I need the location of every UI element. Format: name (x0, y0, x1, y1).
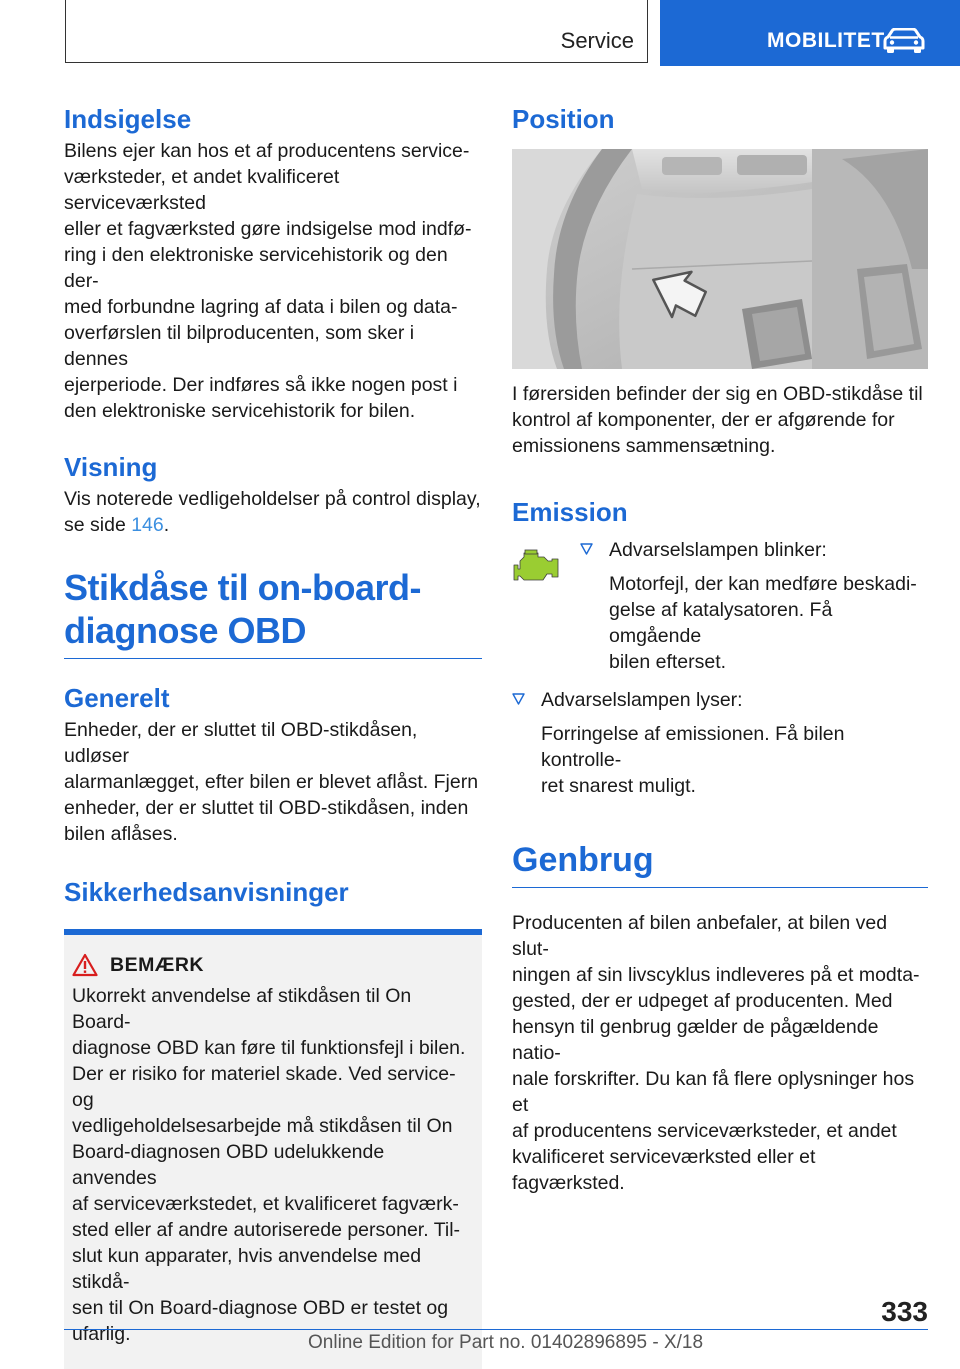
list-item: Advarselslampen blinker: Motorfejl, der kan medføre beskadi- gelse af katalysatoren. Få omgående bilen efterset. (580, 537, 928, 675)
heading-genbrug: Genbrug (512, 841, 654, 879)
notice-text: Ukorrekt anvendelse af stikdåsen til On Board- diagnose OBD kan føre til funktionsfejl i bilen. Der er risiko for materiel skade. Ved service- og vedligeholdelsesarbejde må stikdåsen til On Board-diagnosen OBD udelukkende anvendes af serviceværkstedet, et kvalificeret fagværk- sted eller af andre autoriserede personer. Til- slut kun apparater, hvis anvendelse med stikdå- sen til On Board-diagnose OBD er testet og ufarlig. (72, 985, 466, 1345)
paragraph-generelt: Enheder, der er sluttet til OBD-stikdåsen, udløser alarmanlægget, efter bilen er blevet aflåst. Fjern enheder, der er sluttet til OBD-stikdåsen, inden bilen aflåses. (64, 719, 479, 845)
heading-sikkerhed: Sikkerhedsanvisninger (64, 877, 349, 907)
genbrug-underline (512, 887, 928, 888)
emission-item-blinking (580, 535, 928, 675)
emission-item-lit: Advarselslampen lyser: Forringelse af emissionen. Få bilen kontrolle- ret snarest muligt. (512, 687, 928, 799)
heading-indsigelse: Indsigelse (64, 104, 192, 134)
heading-emission: Emission (512, 497, 628, 527)
notice-header (72, 953, 474, 977)
footer-edition: Online Edition for Part no. 01402896895 - X/18 (308, 1332, 704, 1353)
footer-rule (64, 1329, 928, 1330)
emission-block (512, 535, 928, 799)
engine-warning-icon (512, 549, 560, 585)
notice-title: BEMÆRK (110, 953, 204, 976)
header-section-title: Service (560, 28, 634, 53)
notice-box (64, 929, 482, 1369)
paragraph-position: I førersiden befinder der sig en OBD-stikdåse til kontrol af komponenter, der er afgørende for emissionens sammensætning. (512, 383, 923, 457)
heading-position: Position (512, 104, 615, 134)
title-underline (64, 658, 482, 659)
paragraph-indsigelse: Bilens ejer kan hos et af producentens service- værksteder, et andet kvalificeret serviceværksted eller et fagværksted gøre indsigelse mod indfø- ring i den elektroniske servicehistorik og den der- med forbundne lagring af data i bilen og data- overførslen til bilproducenten, som sker i dennes ejerperiode. Der indføres så ikke nogen post i den elektroniske servicehistorik for bilen. (64, 140, 472, 422)
paragraph-genbrug: Producenten af bilen anbefaler, at bilen ved slut- ningen af sin livscyklus indleveres på et modta- gested, der er udpeget af producenten. Med hensyn til genbrug gælder de pågældende natio- nale forskrifter. Du kan få flere oplysninger hos et af producentens serviceværksteder, et andet kvalificeret serviceværksted eller et fagværksted. (512, 912, 920, 1194)
left-column (64, 104, 482, 1369)
warning-icon (72, 953, 98, 977)
page-number: 333 (881, 1296, 928, 1327)
header-tab[interactable] (660, 0, 960, 66)
obd-location-photo (512, 149, 928, 369)
heading-obd-title: Stikdåse til on-board- diagnose OBD (64, 567, 422, 651)
triangle-bullet-icon (512, 693, 525, 706)
right-column (512, 104, 928, 1196)
paragraph-visning: Vis noterede vedligeholdelser på control display, se side 146. (64, 488, 481, 536)
heading-visning: Visning (64, 452, 158, 482)
triangle-bullet-icon (580, 543, 593, 556)
header-tab-label: MOBILITET (767, 29, 885, 52)
car-icon (882, 28, 926, 54)
heading-generelt: Generelt (64, 683, 170, 713)
page-link-146[interactable]: 146 (131, 514, 164, 536)
